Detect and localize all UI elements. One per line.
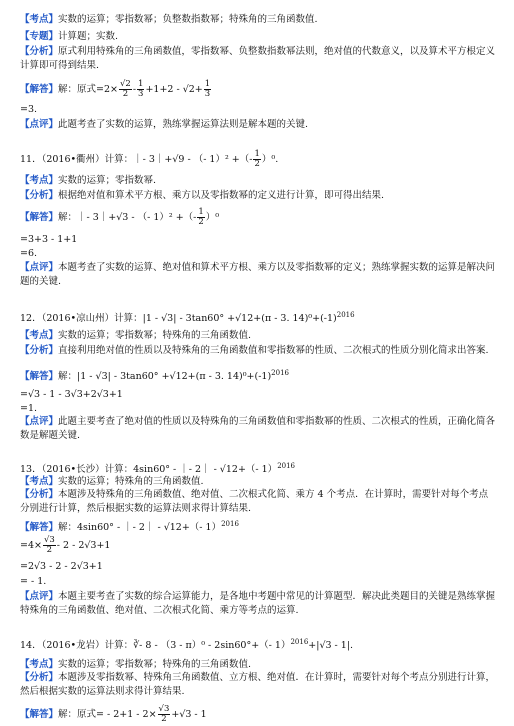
p13-step1: =4× $\frac{√3}{2}$ - 2 - 2√3+1 xyxy=(20,535,111,555)
p11-fenxi: 【分析】根据绝对值和算术平方根、乘方以及零指数幂的定义进行计算，即可得出结果. xyxy=(20,190,385,201)
p14-jieda: 【解答】解：原式= - 2+1 - 2× $\frac{√3}{2}$ +√3 - 1 xyxy=(20,704,207,724)
p14-fenxi: 【分析】本题涉及零指数幂、特殊角三角函数值、立方根、绝对值．在计算时，需要针对每个考点分别进行计算，然后根据实数的运算法则求得计算结果. xyxy=(20,672,496,697)
fraction: $\frac{1}{3}$ xyxy=(138,79,144,99)
p13-kaodian: 【考点】实数的运算；特殊角的三角函数值. xyxy=(20,476,204,487)
p13-title: 13．（2016•长沙）计算：4sin60° - ｜- 2｜ - √12+（- 1）$^{2016}$ xyxy=(20,462,296,476)
p13-dianping: 【点评】本题主要考查了实数的综合运算能力，是各地中考题中常见的计算题型．解决此类题目的关键是熟练掌握特殊角的三角函数值、绝对值、二次根式化简、乘方等考点的运算. xyxy=(20,591,496,616)
p12-jieda: 【解答】解：|1 - √3| - 3tan60° +√12+(π - 3. $14)^0+(-1)^{2016}$ xyxy=(20,369,289,383)
p11-title: 11．（2016•衢州）计算：｜- 3｜+√9 - （- 1）² +（- $\frac{1}{2}$ ）⁰. xyxy=(20,149,279,169)
p13-fenxi: 【分析】本题涉及特殊角的三角函数值、绝对值、二次根式化简、乘方 4 个考点．在计算时，需要针对每个考点分别进行计算，然后根据实数的运算法则求得计算结果. xyxy=(20,489,489,514)
p10-zhuanti: 【专题】计算题；实数. xyxy=(20,31,119,42)
fraction: $\frac{√3}{2}$ xyxy=(158,704,170,724)
p13-step2: =2√3 - 2 - 2√3+1 xyxy=(20,561,103,572)
p13-jieda: 【解答】解：4sin60° - ｜- 2｜ - √12+（- 1）$^{2016}$ xyxy=(20,520,239,534)
p10-fenxi: 【分析】原式利用特殊角的三角函数值，零指数幂、负整数指数幂法则，绝对值的代数意义，以及算术平方根定义计算即可得到结果. xyxy=(20,46,496,71)
fraction: $\frac{1}{3}$ xyxy=(204,79,211,99)
p11-jieda: 【解答】解：｜- 3｜+√3 - （- 1）² +（- $\frac{1}{2}$ ）⁰ xyxy=(20,207,220,227)
p12-fenxi: 【分析】直接利用绝对值的性质以及特殊角的三角函数值和零指数幂的性质、二次根式的性质分别化简求出答案. xyxy=(20,345,489,356)
fraction: $\frac{√2}{2}$ xyxy=(119,79,131,99)
p10-kaodian: 【考点】实数的运算；零指数幂；负整数指数幂；特殊角的三角函数值. xyxy=(20,14,318,25)
p12-title: 12．（2016•凉山州）计算：|1 - √3| - 3tan60° +√12+(π - 3. $14)^0+(-1)^{2016}$ xyxy=(20,311,355,325)
p12-step1: =√3 - 1 - 3√3+2√3+1 xyxy=(20,389,123,400)
p10-result: =3. xyxy=(20,104,38,115)
fraction: $\frac{√3}{2}$ xyxy=(43,535,55,555)
p10-dianping: 【点评】此题考查了实数的运算，熟练掌握运算法则是解本题的关键. xyxy=(20,119,309,130)
p12-step2: =1. xyxy=(20,403,38,414)
p11-step2: =6. xyxy=(20,248,38,259)
fraction: $\frac{1}{2}$ xyxy=(198,207,204,227)
p13-step3: = - 1. xyxy=(20,576,47,587)
p14-title: 14．（2016•龙岩）计算：∛- 8 - （3 - π）⁰ - 2sin60°+（- 1）$^{2016}$+|√3 - 1|. xyxy=(20,638,354,652)
p12-dianping: 【点评】此题主要考查了绝对值的性质以及特殊角的三角函数值和零指数幂的性质、二次根式的性质，正确化简各数是解题关键. xyxy=(20,416,496,441)
p11-kaodian: 【考点】实数的运算；零指数幂. xyxy=(20,175,157,186)
p10-jieda: 【解答】解：原式=2× $\frac{√2}{2}$ - $\frac{1}{3}$ +1+2 - √2+ $\frac{1}{3}$ xyxy=(20,79,211,99)
p12-kaodian: 【考点】实数的运算；零指数幂；特殊角的三角函数值. xyxy=(20,330,252,341)
p11-step1: =3+3 - 1+1 xyxy=(20,234,78,245)
p14-kaodian: 【考点】实数的运算；零指数幂；特殊角的三角函数值. xyxy=(20,659,252,670)
p11-dianping: 【点评】本题考查了实数的运算、绝对值和算术平方根、乘方以及零指数幂的定义；熟练掌握实数的运算是解决问题的关键. xyxy=(20,262,496,287)
fraction: $\frac{1}{2}$ xyxy=(254,149,260,169)
